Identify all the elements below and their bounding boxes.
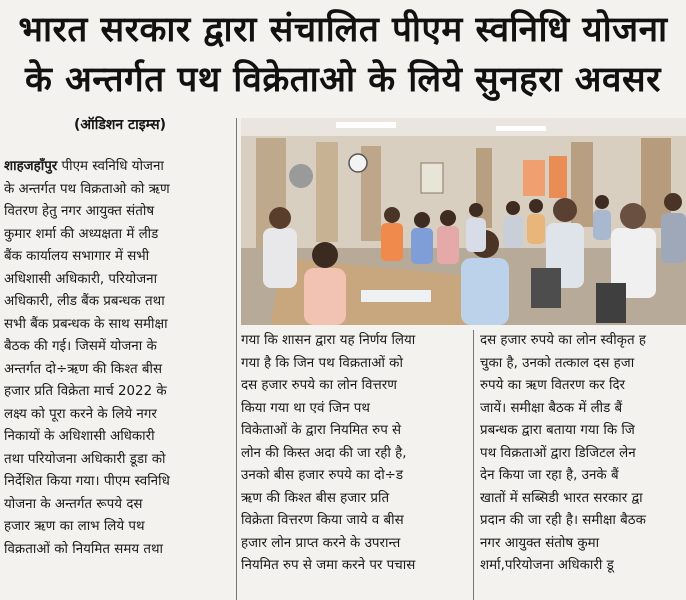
article-line: किया गया था एवं जिन पथ: [241, 400, 370, 416]
article-line: ऋण की किश्त बीस हजार प्रति: [241, 490, 390, 506]
article-line: गया कि शासन द्वारा यह निर्णय लिया: [241, 333, 416, 348]
article-column-left: [4, 156, 232, 596]
article-line: अधिकारी, लीड बैंक प्रबन्धक तथा: [4, 294, 165, 309]
headline-line-1: भारत सरकार द्वारा संचालित पीएम स्वनिधि योजना: [18, 10, 668, 50]
article-line: कुमार शर्मा की अध्यक्षता में लीड: [4, 226, 159, 242]
article-line: हजार प्रति विक्रेता मार्च 2022 के: [4, 384, 167, 399]
article-line: जायें। समीक्षा बैठक में लीड बैं: [480, 400, 623, 416]
article-line: नगर आयुक्त संतोष कुमा: [480, 535, 600, 551]
article-column-right: [480, 330, 686, 598]
column-divider: [236, 118, 237, 600]
article-line: के अन्तर्गत पथ विक्रताओ को ऋण: [4, 181, 170, 197]
article-line: लक्ष्य को पूरा करने के लिये नगर: [4, 406, 157, 422]
article-line: विकेताओं के द्वारा नियमित रुप से: [241, 423, 402, 438]
article-line: हजार लोन प्राप्त करने के उपरान्त: [241, 535, 401, 551]
article-line: खातों में सब्सिडी भारत सरकार द्वा: [480, 490, 643, 506]
article-line: नियमित रुप से जमा करने पर पचास: [241, 558, 416, 573]
article-line: देन किया जा रहा है, उनके बैं: [480, 468, 619, 483]
agency-credit: (ऑडिशन टाइम्स): [74, 117, 166, 133]
article-line: गया है कि जिन पथ विक्रताओं को: [241, 355, 403, 371]
article-line: हजार ऋण का लाभ लिये पथ: [4, 519, 145, 534]
article-line: पथ विक्रताओं द्वारा डिजिटल लेन: [480, 445, 636, 461]
article-line: अधिशासी अधिकारी, परियोजना: [4, 271, 158, 287]
article-line: शर्मा,परियोजना अधिकारी डू: [480, 558, 614, 573]
article-line: वितरण हेतु नगर आयुक्त संतोष: [4, 204, 155, 219]
headline-line-2: के अन्तर्गत पथ विक्रेताओ के लिये सुनहरा अवसर: [25, 60, 661, 100]
article-line: निर्देशित किया गया। पीएम स्वनिधि: [4, 474, 170, 489]
article-line: दस हजार रुपये का लोन वित्तरण: [241, 378, 397, 393]
article-line: [4, 156, 232, 179]
article-line: सभी बैंक प्रबन्धक के साथ समीक्षा: [4, 316, 168, 332]
article-line: विक्रताओं को नियमित समय तथा: [4, 541, 164, 557]
column-divider: [473, 330, 474, 600]
article-line: रुपये का ऋण वितरण कर दिर: [480, 378, 626, 393]
article-line: लोन की किस्त अदा की जा रही है,: [241, 445, 407, 461]
meeting-photo-icon: [241, 118, 686, 325]
article-line: प्रबन्धक द्वारा बताया गया कि जि: [480, 423, 635, 438]
article-line: बैंक कार्यालय सभागार में सभी: [4, 249, 150, 264]
article-line: अन्तर्गत दो÷ऋण की किश्त बीस: [4, 361, 163, 377]
article-line: उनको बीस हजार रुपये का दो÷ड: [241, 468, 404, 483]
article-line: चुका है, उनको तत्काल दस हजा: [480, 355, 635, 371]
meeting-photo: [241, 118, 686, 325]
article-line: योजना के अन्तर्गत रूपये दस: [4, 496, 143, 512]
dateline: शाहजहाँपुर: [4, 159, 58, 174]
article-line: निकायों के अधिशासी अधिकारी: [4, 429, 155, 444]
article-line-text: पीएम स्वनिधि योजना: [61, 159, 164, 174]
article-line: बैठक की गई। जिसमें योजना के: [4, 339, 157, 354]
article-line: दस हजार रुपये का लोन स्वीकृत ह: [480, 333, 646, 348]
article-line: तथा परियोजना अधिकारी डूडा को: [4, 451, 166, 467]
article-column-middle: [241, 330, 463, 598]
article-line: विक्रेता वित्तरण किया जाये व बीस: [241, 513, 404, 528]
article-line: प्रदान की जा रही है। समीक्षा बैठक: [480, 513, 646, 528]
